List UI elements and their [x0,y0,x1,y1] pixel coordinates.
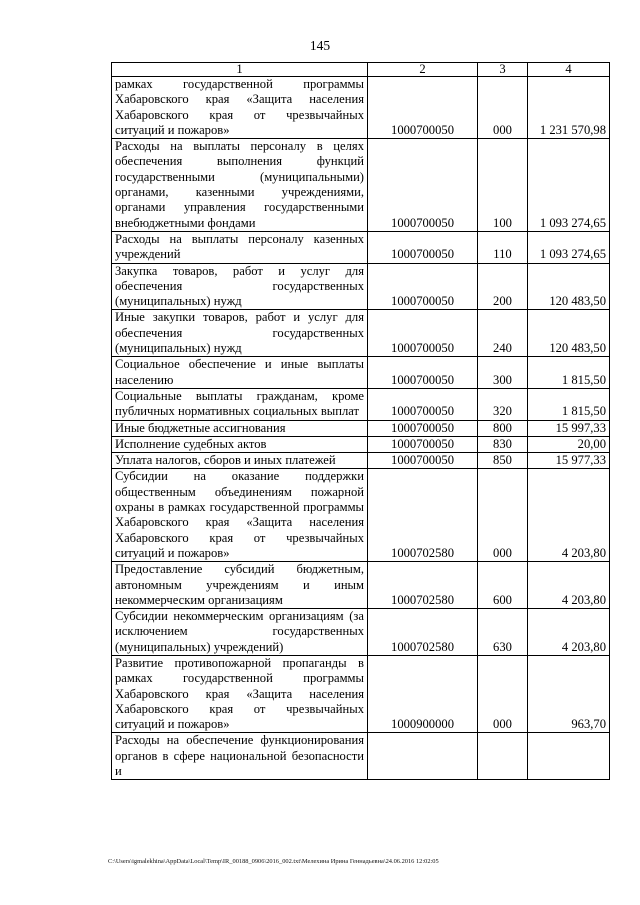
column-header-2: 2 [368,63,478,77]
row-name: рамках государственной программы Хабаровского края «Защита населения Хабаровского края от чрезвычайных ситуаций и пожаров» [112,77,368,139]
row-amount: 1 815,50 [528,357,610,389]
column-header-3: 3 [478,63,528,77]
row-code [368,733,478,780]
row-name: Развитие противопожарной пропаганды в рамках государственной программы Хабаровского края «Защита населения Хабаровского края от чрезвычайных ситуаций и пожаров» [112,655,368,732]
row-type: 320 [478,388,528,420]
row-code: 1000700050 [368,263,478,310]
row-type: 100 [478,139,528,232]
row-code: 1000700050 [368,139,478,232]
row-name: Расходы на обеспечение функционирования органов в сфере национальной безопасности и [112,733,368,780]
row-name: Уплата налогов, сборов и иных платежей [112,453,368,469]
row-type: 000 [478,655,528,732]
row-amount [528,733,610,780]
row-code: 1000700050 [368,436,478,452]
table-row [112,231,610,263]
table-header-row [112,63,610,77]
row-name: Иные закупки товаров, работ и услуг для обеспечения государственных (муниципальных) нужд [112,310,368,357]
table-row [112,453,610,469]
row-amount: 15 997,33 [528,420,610,436]
row-code: 1000702580 [368,562,478,609]
row-name: Субсидии на оказание поддержки общественным объединениям пожарной охраны в рамках государственной программы Хабаровского края «Защита населения Хабаровского края от чрезвычайных ситуаций и пожаров» [112,469,368,562]
row-type: 240 [478,310,528,357]
row-name: Субсидии некоммерческим организациям (за исключением государственных (муниципальных) учреждений) [112,609,368,656]
row-type: 600 [478,562,528,609]
row-type: 630 [478,609,528,656]
row-type: 300 [478,357,528,389]
row-name: Предоставление субсидий бюджетным, автономным учреждениям и иным некоммерческим организациям [112,562,368,609]
row-amount: 15 977,33 [528,453,610,469]
row-type: 830 [478,436,528,452]
row-name: Расходы на выплаты персоналу в целях обеспечения выполнения функций государственными (муниципальными) органами, казенными учреждениями, органами управления государственными внебюджетными фондами [112,139,368,232]
row-amount: 20,00 [528,436,610,452]
row-name: Расходы на выплаты персоналу казенных учреждений [112,231,368,263]
table-row [112,469,610,562]
row-type: 800 [478,420,528,436]
table-row [112,139,610,232]
row-amount: 120 483,50 [528,263,610,310]
row-type: 000 [478,77,528,139]
row-amount: 120 483,50 [528,310,610,357]
table-row [112,388,610,420]
row-code: 1000700050 [368,231,478,263]
row-amount: 1 093 274,65 [528,139,610,232]
table-row [112,655,610,732]
table-row [112,357,610,389]
row-code: 1000700050 [368,453,478,469]
row-name: Закупка товаров, работ и услуг для обеспечения государственных (муниципальных) нужд [112,263,368,310]
row-name: Иные бюджетные ассигнования [112,420,368,436]
row-code: 1000702580 [368,609,478,656]
row-code: 1000700050 [368,420,478,436]
row-code: 1000700050 [368,77,478,139]
row-type [478,733,528,780]
table-row [112,562,610,609]
row-name: Социальное обеспечение и иные выплаты населению [112,357,368,389]
page-number: 145 [309,38,331,53]
table-row [112,609,610,656]
row-type: 000 [478,469,528,562]
row-amount: 963,70 [528,655,610,732]
column-header-4: 4 [528,63,610,77]
row-code: 1000700050 [368,310,478,357]
row-code: 1000700050 [368,357,478,389]
row-amount: 1 815,50 [528,388,610,420]
budget-table [111,62,610,780]
row-name: Исполнение судебных актов [112,436,368,452]
table-row [112,436,610,452]
row-code: 1000900000 [368,655,478,732]
row-amount: 4 203,80 [528,609,610,656]
file-path-footer: C:\Users\igmalekhina\AppData\Local\Temp\IR_00188_0906\2016_002.txt\Мелехина Ирина Геннадьевна\24.06.2016 12:02:05 [108,858,439,865]
row-name: Социальные выплаты гражданам, кроме публичных нормативных социальных выплат [112,388,368,420]
row-code: 1000702580 [368,469,478,562]
column-header-1: 1 [112,63,368,77]
table-row [112,263,610,310]
row-amount: 4 203,80 [528,562,610,609]
table-row [112,310,610,357]
table-row [112,420,610,436]
row-amount: 1 231 570,98 [528,77,610,139]
row-type: 850 [478,453,528,469]
row-type: 110 [478,231,528,263]
table-row [112,733,610,780]
row-type: 200 [478,263,528,310]
row-code: 1000700050 [368,388,478,420]
row-amount: 1 093 274,65 [528,231,610,263]
row-amount: 4 203,80 [528,469,610,562]
table-row [112,77,610,139]
